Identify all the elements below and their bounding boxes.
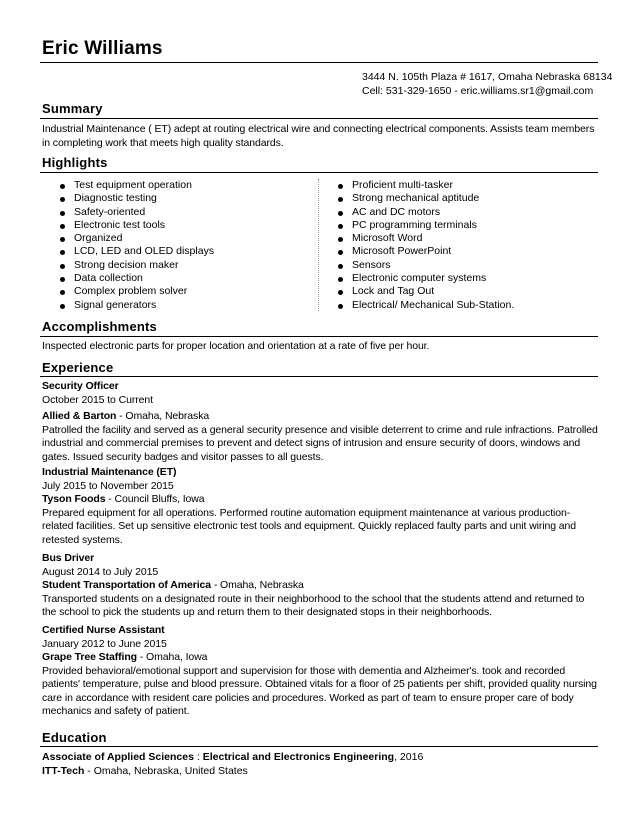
job-company: Grape Tree Staffing	[42, 651, 137, 663]
highlight-label: Organized	[74, 232, 123, 245]
job-company: Allied & Barton	[42, 410, 117, 422]
bullet-icon	[338, 184, 343, 189]
highlight-item	[338, 179, 588, 192]
bullet-icon	[60, 197, 65, 202]
candidate-name: Eric Williams	[42, 38, 163, 59]
job-entry	[42, 380, 598, 464]
school-name: ITT-Tech	[42, 764, 85, 777]
summary-rule	[40, 118, 598, 119]
job-description: Provided behavioral/emotional support and supervision for those with dementia and Alzheimer's. took and recorded patients' temperature, pulse and blood pressure. Obtained vitals for a floor of 25 patients per shift, provided quality nursing care in accordance with resident care policies and procedures. Worked as part of team to ensure proper care of body mechanics and safety of patient.	[42, 664, 597, 717]
highlight-label: Diagnostic testing	[74, 192, 157, 205]
job-description: Transported students on a designated route in their neighborhood to the school that the students attend and returned to the school to pick the students up and return them to their designated stops in their neighborhoods.	[42, 592, 585, 618]
bullet-icon	[338, 304, 343, 309]
bullet-icon	[60, 264, 65, 269]
highlight-label: Signal generators	[74, 298, 157, 311]
highlight-label: Strong decision maker	[74, 258, 179, 271]
address-line: 3444 N. 105th Plaza # 1617, Omaha Nebraska 68134	[362, 71, 613, 83]
highlight-label: Electrical/ Mechanical Sub-Station.	[352, 298, 515, 311]
highlight-label: Microsoft Word	[352, 232, 423, 245]
job-dates: January 2012 to June 2015	[42, 637, 167, 650]
highlight-label: Lock and Tag Out	[352, 285, 435, 298]
highlight-item	[60, 259, 310, 272]
highlight-label: Electronic test tools	[74, 218, 166, 231]
highlight-item	[60, 179, 310, 192]
highlight-item	[338, 245, 588, 258]
highlight-item	[60, 285, 310, 298]
highlight-label: Proficient multi-tasker	[352, 179, 453, 191]
highlight-item	[338, 299, 588, 312]
bullet-icon	[60, 304, 65, 309]
education-rule	[40, 746, 598, 747]
experience-heading: Experience	[42, 360, 114, 375]
bullet-icon	[338, 250, 343, 255]
job-company: Tyson Foods	[42, 493, 106, 505]
bullet-icon	[338, 237, 343, 242]
degree-separator: :	[193, 751, 203, 763]
experience-rule	[40, 376, 598, 377]
bullet-icon	[338, 211, 343, 216]
bullet-icon	[60, 237, 65, 242]
bullet-icon	[60, 211, 65, 216]
job-title: Security Officer	[42, 380, 119, 392]
job-location: - Omaha, Nebraska	[116, 410, 210, 422]
bullet-icon	[60, 184, 65, 189]
bullet-icon	[60, 290, 65, 295]
degree-name: Associate of Applied Sciences	[42, 751, 194, 763]
job-description: Patrolled the facility and served as a general security presence and visible deterrent to crime and rule infractions. Patrolled industrial and commercial premises to prevent and detect signs of intrusion and ensure security of doors, windows and gates. Issued security badges and visitor passes to all guests.	[42, 423, 598, 463]
highlight-item	[338, 206, 588, 219]
bullet-icon	[60, 250, 65, 255]
bullet-icon	[338, 290, 343, 295]
highlight-label: PC programming terminals	[352, 218, 477, 231]
accomplishments-heading: Accomplishments	[42, 319, 157, 334]
highlights-heading: Highlights	[42, 155, 108, 170]
degree-field: Electrical and Electronics Engineering	[202, 751, 395, 763]
highlight-item	[60, 272, 310, 285]
highlight-item	[60, 219, 310, 232]
highlight-item	[338, 259, 588, 272]
job-entry	[42, 624, 598, 719]
highlight-label: Complex problem solver	[74, 285, 188, 298]
highlight-label: Data collection	[74, 272, 143, 285]
highlight-item	[60, 232, 310, 245]
school-location: - Omaha, Nebraska, United States	[84, 764, 248, 777]
job-location: - Omaha, Iowa	[136, 651, 208, 663]
highlight-item	[338, 232, 588, 245]
bullet-icon	[338, 197, 343, 202]
bullet-icon	[338, 224, 343, 229]
job-location: - Council Bluffs, Iowa	[105, 493, 205, 505]
accomplishments-text: Inspected electronic parts for proper location and orientation at a rate of five per hour.	[42, 340, 430, 352]
bullet-icon	[60, 277, 65, 282]
highlight-item	[60, 206, 310, 219]
degree-year: , 2016	[394, 751, 424, 763]
job-description: Prepared equipment for all operations. Performed routine automation equipment maintenance at various production-related facilities. Set up sensitive electronic test tools and equipment. Quickly replaced faulty parts and unit wiring and retested systems.	[42, 506, 576, 546]
job-title: Industrial Maintenance (ET)	[42, 466, 177, 478]
highlights-column-divider	[318, 179, 319, 311]
highlight-item	[338, 285, 588, 298]
highlight-item	[60, 245, 310, 258]
highlights-left-list	[60, 179, 310, 312]
job-entry	[42, 466, 598, 547]
accomplishments-rule	[40, 336, 598, 337]
job-dates: August 2014 to July 2015	[42, 565, 159, 578]
highlight-label: AC and DC motors	[352, 205, 441, 218]
bullet-icon	[338, 264, 343, 269]
job-title: Bus Driver	[42, 552, 95, 564]
highlight-label: Safety-oriented	[74, 205, 146, 218]
highlight-label: Strong mechanical aptitude	[352, 192, 480, 205]
highlight-item	[60, 192, 310, 205]
summary-heading: Summary	[42, 101, 103, 116]
highlight-item	[338, 219, 588, 232]
highlight-label: Sensors	[352, 258, 391, 271]
highlight-label: Microsoft PowerPoint	[352, 245, 452, 258]
job-entry	[42, 552, 598, 620]
highlight-item	[60, 299, 310, 312]
contact-line: Cell: 531-329-1650 - eric.williams.sr1@gmail.com	[362, 85, 594, 97]
contact-block	[362, 70, 612, 98]
job-location: - Omaha, Nebraska	[211, 579, 304, 591]
highlights-right-list	[338, 179, 588, 312]
job-title: Certified Nurse Assistant	[42, 624, 165, 636]
bullet-icon	[60, 224, 65, 229]
summary-text: Industrial Maintenance ( ET) adept at routing electrical wire and connecting electrical components. Assists team members in completing work that meets high quality standards.	[42, 123, 595, 149]
education-heading: Education	[42, 730, 107, 745]
job-dates: October 2015 to Current	[42, 393, 153, 406]
job-dates: July 2015 to November 2015	[42, 479, 174, 492]
education-entry	[42, 751, 598, 778]
bullet-icon	[338, 277, 343, 282]
highlight-label: Electronic computer systems	[352, 272, 487, 285]
highlights-rule	[40, 172, 598, 173]
header-rule	[40, 62, 598, 63]
highlight-item	[338, 272, 588, 285]
highlight-item	[338, 192, 588, 205]
job-company: Student Transportation of America	[42, 579, 211, 591]
highlight-label: Test equipment operation	[74, 179, 192, 191]
highlight-label: LCD, LED and OLED displays	[74, 245, 215, 258]
